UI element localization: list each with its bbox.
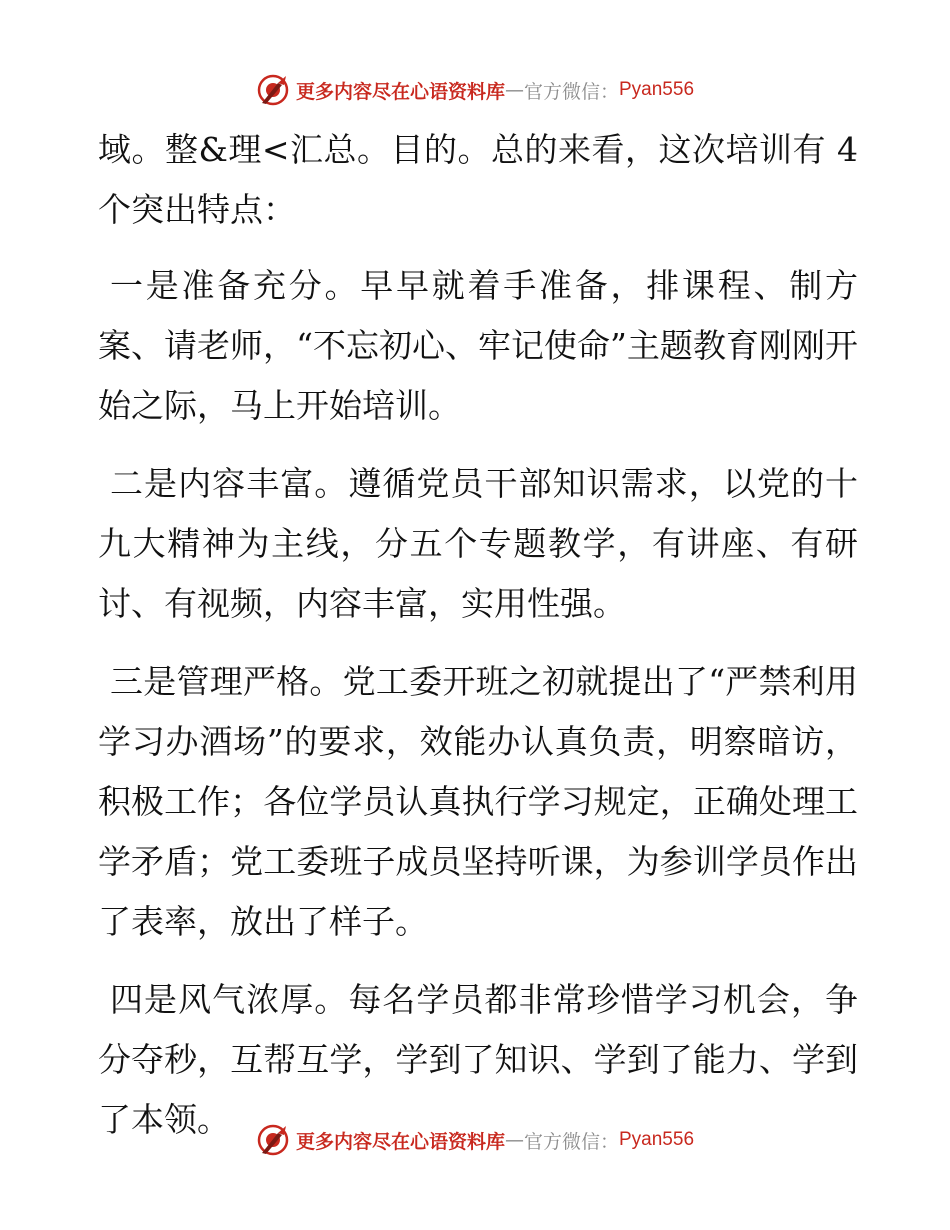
paragraph-point-4: 四是风气浓厚。每名学员都非常珍惜学习机会，争分夺秒，互帮互学，学到了知识、学到了能力、学到了本领。 xyxy=(98,980,858,1139)
paragraph-point-2: 二是内容丰富。遵循党员干部知识需求，以党的十九大精神为主线，分五个专题教学，有讲座、有研讨、有视频，内容丰富，实用性强。 xyxy=(98,464,858,623)
watermark-text: 更多内容尽在心语资料库 xyxy=(295,1130,505,1153)
watermark-text: 更多内容尽在心语资料库 xyxy=(295,80,505,103)
watermark-separator: — xyxy=(504,1129,524,1151)
paragraph-point-1: 一是准备充分。早早就着手准备，排课程、制方案、请老师，“不忘初心、牢记使命”主题教育刚刚开始之际，马上开始培训。 xyxy=(98,266,858,425)
paragraph-point-3: 三是管理严格。党工委开班之初就提出了“严禁利用学习办酒场”的要求，效能办认真负责，明察暗访，积极工作；各位学员认真执行学习规定，正确处理工学矛盾；党工委班子成员坚持听课，为参训学员作出了表率，放出了样子。 xyxy=(98,662,858,941)
wechat-id: Pyan556 xyxy=(619,79,695,100)
quill-logo-icon xyxy=(256,73,290,107)
quill-logo-icon xyxy=(256,1123,290,1157)
wechat-label: 官方微信： xyxy=(523,1130,619,1153)
watermark-separator: — xyxy=(504,79,524,101)
paragraph-intro: 域。整&理<汇总。目的。总的来看，这次培训有 4 个突出特点： xyxy=(98,130,858,229)
wechat-id: Pyan556 xyxy=(619,1129,695,1150)
document-body xyxy=(98,120,858,1168)
footer-watermark xyxy=(0,1120,950,1160)
wechat-label: 官方微信： xyxy=(523,80,619,103)
header-watermark xyxy=(0,70,950,110)
